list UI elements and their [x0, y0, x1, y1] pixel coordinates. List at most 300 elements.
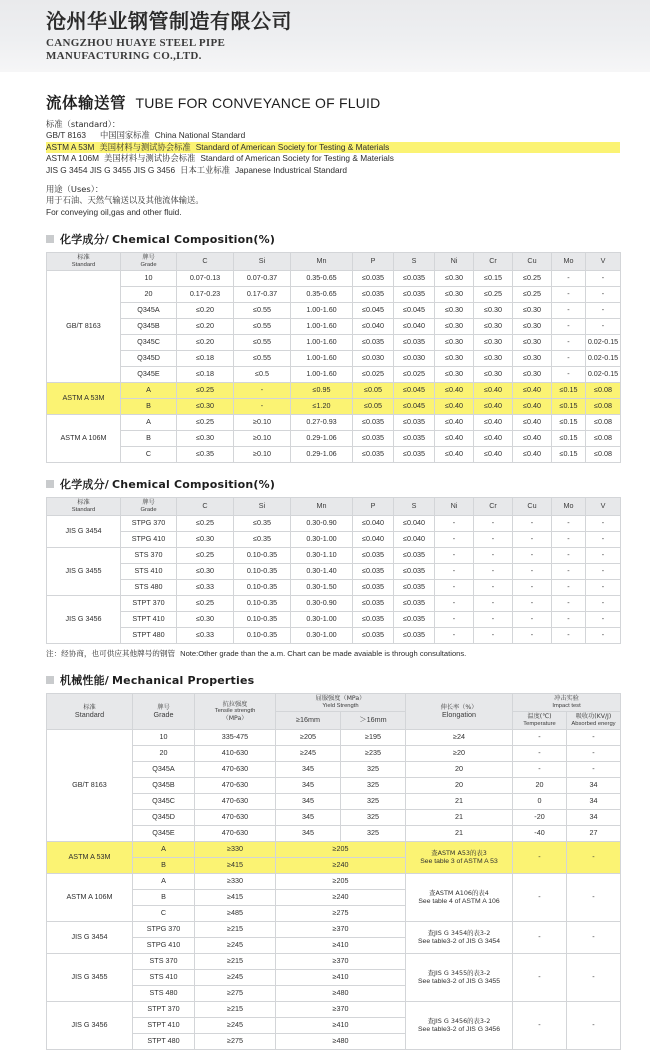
- cell-s: ≤0.040: [394, 532, 435, 548]
- cell-cu: -: [513, 580, 552, 596]
- cell-v: 0.02-0.15: [586, 367, 621, 383]
- col-grade: 牌号 Grade: [121, 498, 177, 516]
- cell-tensile-strength: ≥215: [195, 954, 276, 970]
- cell-impact-absorbed-energy: -: [567, 874, 621, 922]
- standard-code-astm-a53m: ASTM A 53M: [46, 141, 95, 152]
- cell-standard: JIS G 3454: [47, 922, 133, 954]
- cell-c: ≤0.18: [177, 367, 234, 383]
- cell-c: ≤0.20: [177, 335, 234, 351]
- cell-s: ≤0.035: [394, 564, 435, 580]
- cell-grade: B: [121, 431, 177, 447]
- cell-grade: Q345E: [133, 826, 195, 842]
- cell-elongation: 20: [406, 762, 513, 778]
- square-bullet-icon: [46, 480, 54, 488]
- cell-grade: Q345B: [121, 319, 177, 335]
- cell-impact-temperature: -: [513, 954, 567, 1002]
- table-row: [47, 447, 621, 463]
- cell-yield-strength: ≥275: [276, 906, 406, 922]
- cell-grade: STPG 410: [121, 532, 177, 548]
- cell-grade: Q345C: [133, 794, 195, 810]
- standard-line-gb: [46, 130, 620, 141]
- cell-grade: 10: [133, 730, 195, 746]
- cell-tensile-strength: 335-475: [195, 730, 276, 746]
- cell-si: -: [234, 383, 291, 399]
- col-impact-absorbed-energy: 吸收功(KV/J) Absorbed energy: [567, 712, 621, 730]
- cell-grade: STPT 370: [121, 596, 177, 612]
- cell-impact-absorbed-energy: -: [567, 842, 621, 874]
- cell-p: ≤0.045: [353, 303, 394, 319]
- cell-grade: Q345A: [133, 762, 195, 778]
- cell-si: ≤0.5: [234, 367, 291, 383]
- cell-s: ≤0.045: [394, 303, 435, 319]
- cell-grade: STS 370: [121, 548, 177, 564]
- cell-v: -: [586, 628, 621, 644]
- cell-impact-absorbed-energy: 34: [567, 810, 621, 826]
- cell-grade: STS 480: [133, 986, 195, 1002]
- standard-code-astm-a106m: ASTM A 106M: [46, 153, 100, 164]
- cell-tensile-strength: 470-630: [195, 826, 276, 842]
- standard-line-astm-a53m: [46, 142, 620, 153]
- note-en: Note:Other grade than the a.m. Chart can be made avaiable is through consultations.: [180, 649, 467, 659]
- cell-v: -: [586, 548, 621, 564]
- cell-impact-absorbed-energy: -: [567, 954, 621, 1002]
- cell-c: ≤0.30: [177, 399, 234, 415]
- cell-ni: -: [435, 580, 474, 596]
- cell-tensile-strength: ≥330: [195, 874, 276, 890]
- cell-si: -: [234, 399, 291, 415]
- cell-c: ≤0.30: [177, 564, 234, 580]
- cell-cr: -: [474, 628, 513, 644]
- section-heading-chemical-2-cn: 化学成分/: [60, 478, 110, 492]
- table-row: [47, 303, 621, 319]
- cell-s: ≤0.035: [394, 580, 435, 596]
- cell-s: ≤0.035: [394, 612, 435, 628]
- cell-tensile-strength: ≥330: [195, 842, 276, 858]
- cell-yield-strength: ≥480: [276, 986, 406, 1002]
- cell-impact-temperature: -: [513, 874, 567, 922]
- cell-yield-strength: ≥410: [276, 938, 406, 954]
- cell-mn: 1.00-1.60: [291, 367, 353, 383]
- table-row: [47, 516, 621, 532]
- col-mn: Mn: [291, 498, 353, 516]
- section-heading-chemical-2: [46, 476, 620, 492]
- section-heading-chemical-1-en: Chemical Composition(%): [112, 232, 276, 246]
- cell-mn: 0.29-1.06: [291, 447, 353, 463]
- cell-v: -: [586, 319, 621, 335]
- cell-v: -: [586, 596, 621, 612]
- cell-grade: STPT 370: [133, 1002, 195, 1018]
- cell-grade: 10: [121, 271, 177, 287]
- cell-mn: ≤0.95: [291, 383, 353, 399]
- cell-impact-absorbed-energy: -: [567, 746, 621, 762]
- table-row: [47, 874, 621, 890]
- cell-standard: ASTM A 106M: [47, 415, 121, 463]
- cell-c: ≤0.25: [177, 415, 234, 431]
- table-row: [47, 532, 621, 548]
- standard-cn-gb: 中国国家标准: [99, 130, 150, 141]
- cell-grade: STPG 370: [121, 516, 177, 532]
- cell-mo: -: [552, 335, 586, 351]
- col-standard: 标准 Standard: [47, 498, 121, 516]
- cell-ni: -: [435, 516, 474, 532]
- standard-code-gb: GB/T 8163: [46, 130, 86, 141]
- cell-elongation: 查JIS G 3454的表3-2 See table3-2 of JIS G 3454: [406, 922, 513, 954]
- cell-mo: -: [552, 532, 586, 548]
- cell-c: ≤0.33: [177, 580, 234, 596]
- cell-yield-strength-gt16: 325: [341, 826, 406, 842]
- cell-yield-strength-le16: 345: [276, 826, 341, 842]
- cell-cu: -: [513, 564, 552, 580]
- cell-mn: 0.30-1.10: [291, 548, 353, 564]
- cell-standard: JIS G 3456: [47, 1002, 133, 1050]
- cell-yield-strength-le16: 345: [276, 762, 341, 778]
- standard-code-jis: JIS G 3454 JIS G 3455 JIS G 3456: [46, 164, 176, 175]
- cell-c: 0.17-0.23: [177, 287, 234, 303]
- cell-ni: ≤0.30: [435, 303, 474, 319]
- cell-cu: ≤0.40: [513, 447, 552, 463]
- cell-mn: ≤1.20: [291, 399, 353, 415]
- cell-tensile-strength: 470-630: [195, 810, 276, 826]
- col-yield-sub-gt16: ＞16mm: [341, 712, 406, 730]
- cell-mn: 0.27-0.93: [291, 415, 353, 431]
- table-row: [47, 778, 621, 794]
- table-row: [47, 612, 621, 628]
- cell-c: ≤0.25: [177, 548, 234, 564]
- cell-yield-strength: ≥205: [276, 874, 406, 890]
- cell-grade: Q345B: [133, 778, 195, 794]
- cell-elongation: 20: [406, 778, 513, 794]
- col-ni: Ni: [435, 253, 474, 271]
- cell-p: ≤0.040: [353, 319, 394, 335]
- cell-cu: ≤0.25: [513, 287, 552, 303]
- cell-c: ≤0.33: [177, 628, 234, 644]
- col-s: S: [394, 253, 435, 271]
- standards-block: [46, 119, 620, 176]
- table-row: [47, 762, 621, 778]
- cell-ni: ≤0.30: [435, 335, 474, 351]
- cell-p: ≤0.025: [353, 367, 394, 383]
- col-cu: Cu: [513, 253, 552, 271]
- company-name-en-line1: CANGZHOU HUAYE STEEL PIPE: [46, 37, 226, 49]
- cell-cu: -: [513, 596, 552, 612]
- table-row: [47, 922, 621, 938]
- cell-grade: B: [133, 890, 195, 906]
- standard-cn-astm-a53m: 美国材料与测试协会标准: [99, 141, 191, 152]
- cell-v: ≤0.08: [586, 399, 621, 415]
- col-yield-sub-le16: ≥16mm: [276, 712, 341, 730]
- col-impact-test: 冲击实验 Impact test: [513, 694, 621, 712]
- cell-c: ≤0.20: [177, 303, 234, 319]
- cell-cu: ≤0.40: [513, 415, 552, 431]
- cell-ni: ≤0.40: [435, 447, 474, 463]
- cell-si: ≤0.55: [234, 351, 291, 367]
- cell-ni: -: [435, 548, 474, 564]
- cell-ni: ≤0.40: [435, 431, 474, 447]
- cell-yield-strength-le16: 345: [276, 810, 341, 826]
- table-row: [47, 548, 621, 564]
- table-row: [47, 351, 621, 367]
- cell-mo: -: [552, 287, 586, 303]
- section-heading-chemical-2-en: Chemical Composition(%): [112, 477, 276, 491]
- cell-impact-temperature: 20: [513, 778, 567, 794]
- cell-v: -: [586, 612, 621, 628]
- cell-cr: ≤0.40: [474, 431, 513, 447]
- cell-cr: ≤0.15: [474, 271, 513, 287]
- cell-s: ≤0.035: [394, 548, 435, 564]
- cell-yield-strength-gt16: ≥235: [341, 746, 406, 762]
- col-c: C: [177, 498, 234, 516]
- cell-yield-strength: ≥205: [276, 842, 406, 858]
- cell-tensile-strength: 470-630: [195, 762, 276, 778]
- table-row: [47, 810, 621, 826]
- cell-yield-strength-le16: 345: [276, 778, 341, 794]
- cell-standard: JIS G 3456: [47, 596, 121, 644]
- section-heading-chemical-1: [46, 231, 620, 247]
- cell-v: ≤0.08: [586, 415, 621, 431]
- section-heading-chemical-1-cn: 化学成分/: [60, 233, 110, 247]
- table-row: [47, 271, 621, 287]
- cell-mo: ≤0.15: [552, 383, 586, 399]
- cell-p: ≤0.035: [353, 596, 394, 612]
- cell-c: ≤0.30: [177, 532, 234, 548]
- standard-en-jis: Japanese Industrical Standard: [234, 164, 348, 175]
- cell-yield-strength-gt16: 325: [341, 810, 406, 826]
- cell-v: ≤0.08: [586, 383, 621, 399]
- cell-si: ≤0.35: [234, 516, 291, 532]
- table-row: [47, 730, 621, 746]
- cell-p: ≤0.035: [353, 271, 394, 287]
- cell-standard: ASTM A 106M: [47, 874, 133, 922]
- table-row: [47, 1002, 621, 1018]
- cell-yield-strength: ≥410: [276, 1018, 406, 1034]
- cell-impact-absorbed-energy: 34: [567, 794, 621, 810]
- col-mn: Mn: [291, 253, 353, 271]
- cell-si: 0.10-0.35: [234, 612, 291, 628]
- cell-s: ≤0.045: [394, 399, 435, 415]
- cell-standard: JIS G 3454: [47, 516, 121, 548]
- section-heading-mechanical-en: Mechanical Properties: [112, 673, 255, 687]
- cell-yield-strength-gt16: 325: [341, 794, 406, 810]
- cell-impact-temperature: -: [513, 746, 567, 762]
- cell-yield-strength: ≥370: [276, 922, 406, 938]
- cell-s: ≤0.030: [394, 351, 435, 367]
- page-content: [0, 91, 650, 1050]
- cell-grade: Q345C: [121, 335, 177, 351]
- section-heading-mechanical: [46, 672, 620, 688]
- cell-yield-strength: ≥240: [276, 890, 406, 906]
- cell-impact-absorbed-energy: 34: [567, 778, 621, 794]
- cell-mn: 0.35-0.65: [291, 287, 353, 303]
- cell-tensile-strength: ≥415: [195, 858, 276, 874]
- cell-mo: -: [552, 580, 586, 596]
- cell-cu: -: [513, 628, 552, 644]
- cell-ni: ≤0.30: [435, 271, 474, 287]
- cell-yield-strength: ≥240: [276, 858, 406, 874]
- cell-ni: -: [435, 564, 474, 580]
- col-v: V: [586, 498, 621, 516]
- cell-mn: 0.30-1.00: [291, 628, 353, 644]
- cell-grade: Q345D: [121, 351, 177, 367]
- table-row: [47, 628, 621, 644]
- cell-yield-strength-gt16: ≥195: [341, 730, 406, 746]
- cell-v: -: [586, 287, 621, 303]
- cell-cu: ≤0.40: [513, 431, 552, 447]
- cell-standard: GB/T 8163: [47, 271, 121, 383]
- cell-grade: B: [133, 858, 195, 874]
- cell-s: ≤0.035: [394, 447, 435, 463]
- cell-cr: -: [474, 564, 513, 580]
- cell-ni: ≤0.40: [435, 399, 474, 415]
- standard-en-gb: China National Standard: [154, 130, 246, 141]
- cell-cu: ≤0.40: [513, 399, 552, 415]
- cell-p: ≤0.035: [353, 431, 394, 447]
- cell-si: ≤0.35: [234, 532, 291, 548]
- standard-en-astm-a53m: Standard of American Society for Testing & Materials: [195, 141, 390, 152]
- cell-tensile-strength: ≥245: [195, 970, 276, 986]
- cell-cu: ≤0.30: [513, 351, 552, 367]
- cell-cu: ≤0.30: [513, 319, 552, 335]
- table-row: [47, 287, 621, 303]
- cell-c: ≤0.25: [177, 596, 234, 612]
- cell-grade: STPT 480: [133, 1034, 195, 1050]
- col-p: P: [353, 498, 394, 516]
- square-bullet-icon: [46, 235, 54, 243]
- cell-cu: -: [513, 516, 552, 532]
- cell-p: ≤0.040: [353, 532, 394, 548]
- cell-cr: -: [474, 612, 513, 628]
- cell-si: 0.10-0.35: [234, 628, 291, 644]
- col-yield-strength: 屈服强度（MPa） Yield Strength: [276, 694, 406, 712]
- cell-ni: ≤0.30: [435, 351, 474, 367]
- cell-grade: A: [121, 383, 177, 399]
- cell-c: ≤0.20: [177, 319, 234, 335]
- cell-mn: 0.30-1.40: [291, 564, 353, 580]
- col-v: V: [586, 253, 621, 271]
- cell-impact-absorbed-energy: -: [567, 922, 621, 954]
- cell-grade: A: [133, 842, 195, 858]
- cell-s: ≤0.035: [394, 335, 435, 351]
- cell-elongation: 21: [406, 794, 513, 810]
- cell-p: ≤0.035: [353, 548, 394, 564]
- col-elongation: 伸长率（%） Elongation: [406, 694, 513, 730]
- cell-yield-strength: ≥370: [276, 1002, 406, 1018]
- company-name-cn: 沧州华业钢管制造有限公司: [46, 9, 292, 33]
- cell-c: 0.07-0.13: [177, 271, 234, 287]
- cell-c: ≤0.35: [177, 447, 234, 463]
- cell-c: ≤0.30: [177, 431, 234, 447]
- chemical-composition-table-1: [46, 252, 621, 463]
- table-row: [47, 826, 621, 842]
- cell-ni: ≤0.30: [435, 287, 474, 303]
- cell-ni: -: [435, 612, 474, 628]
- cell-impact-absorbed-energy: -: [567, 762, 621, 778]
- cell-p: ≤0.05: [353, 399, 394, 415]
- cell-v: -: [586, 303, 621, 319]
- cell-standard: ASTM A 53M: [47, 842, 133, 874]
- cell-s: ≤0.035: [394, 596, 435, 612]
- cell-grade: Q345A: [121, 303, 177, 319]
- col-p: P: [353, 253, 394, 271]
- cell-impact-temperature: -: [513, 730, 567, 746]
- cell-yield-strength-gt16: 325: [341, 762, 406, 778]
- product-title-en: TUBE FOR CONVEYANCE OF FLUID: [135, 95, 381, 111]
- cell-cr: ≤0.40: [474, 399, 513, 415]
- table-row: [47, 954, 621, 970]
- square-bullet-icon: [46, 676, 54, 684]
- cell-s: ≤0.035: [394, 431, 435, 447]
- col-cr: Cr: [474, 498, 513, 516]
- standard-line-jis: [46, 165, 620, 176]
- col-mo: Mo: [552, 253, 586, 271]
- cell-ni: -: [435, 628, 474, 644]
- cell-cu: -: [513, 532, 552, 548]
- cell-cr: -: [474, 548, 513, 564]
- cell-p: ≤0.040: [353, 516, 394, 532]
- table-row: [47, 399, 621, 415]
- cell-grade: 20: [133, 746, 195, 762]
- col-tensile-strength: 抗拉强度 Tensile strength （MPa）: [195, 694, 276, 730]
- cell-mn: 0.30-0.90: [291, 596, 353, 612]
- cell-cr: ≤0.30: [474, 351, 513, 367]
- cell-mo: -: [552, 303, 586, 319]
- table-row: [47, 367, 621, 383]
- cell-mo: -: [552, 351, 586, 367]
- cell-mn: 0.29-1.06: [291, 431, 353, 447]
- cell-p: ≤0.035: [353, 564, 394, 580]
- standards-label: 标准（standard）：: [46, 119, 121, 129]
- cell-grade: Q345E: [121, 367, 177, 383]
- cell-cr: -: [474, 532, 513, 548]
- company-name-en: [46, 37, 650, 63]
- cell-si: ≥0.10: [234, 415, 291, 431]
- cell-mn: 1.00-1.60: [291, 351, 353, 367]
- cell-ni: ≤0.30: [435, 319, 474, 335]
- cell-mo: -: [552, 596, 586, 612]
- cell-impact-temperature: -: [513, 1002, 567, 1050]
- cell-cu: ≤0.30: [513, 367, 552, 383]
- cell-c: ≤0.18: [177, 351, 234, 367]
- cell-yield-strength-le16: 345: [276, 794, 341, 810]
- mechanical-properties-table: [46, 693, 621, 1050]
- cell-si: ≤0.55: [234, 319, 291, 335]
- table-row: [47, 319, 621, 335]
- cell-p: ≤0.05: [353, 383, 394, 399]
- company-header-band: [0, 0, 650, 72]
- cell-s: ≤0.040: [394, 319, 435, 335]
- cell-v: 0.02-0.15: [586, 335, 621, 351]
- cell-standard: JIS G 3455: [47, 954, 133, 1002]
- cell-mn: 1.00-1.60: [291, 319, 353, 335]
- cell-yield-strength: ≥480: [276, 1034, 406, 1050]
- cell-ni: ≤0.40: [435, 383, 474, 399]
- cell-mo: -: [552, 271, 586, 287]
- cell-cr: -: [474, 516, 513, 532]
- cell-p: ≤0.035: [353, 612, 394, 628]
- cell-v: ≤0.08: [586, 447, 621, 463]
- cell-p: ≤0.035: [353, 447, 394, 463]
- col-cr: Cr: [474, 253, 513, 271]
- cell-cu: -: [513, 548, 552, 564]
- cell-grade: A: [133, 874, 195, 890]
- cell-grade: STPG 410: [133, 938, 195, 954]
- note-cn: 注：经协商，也可供应其他牌号的钢管: [46, 649, 176, 659]
- cell-cr: ≤0.40: [474, 383, 513, 399]
- cell-p: ≤0.030: [353, 351, 394, 367]
- cell-cu: -: [513, 612, 552, 628]
- cell-ni: ≤0.30: [435, 367, 474, 383]
- cell-grade: STS 480: [121, 580, 177, 596]
- cell-s: ≤0.035: [394, 287, 435, 303]
